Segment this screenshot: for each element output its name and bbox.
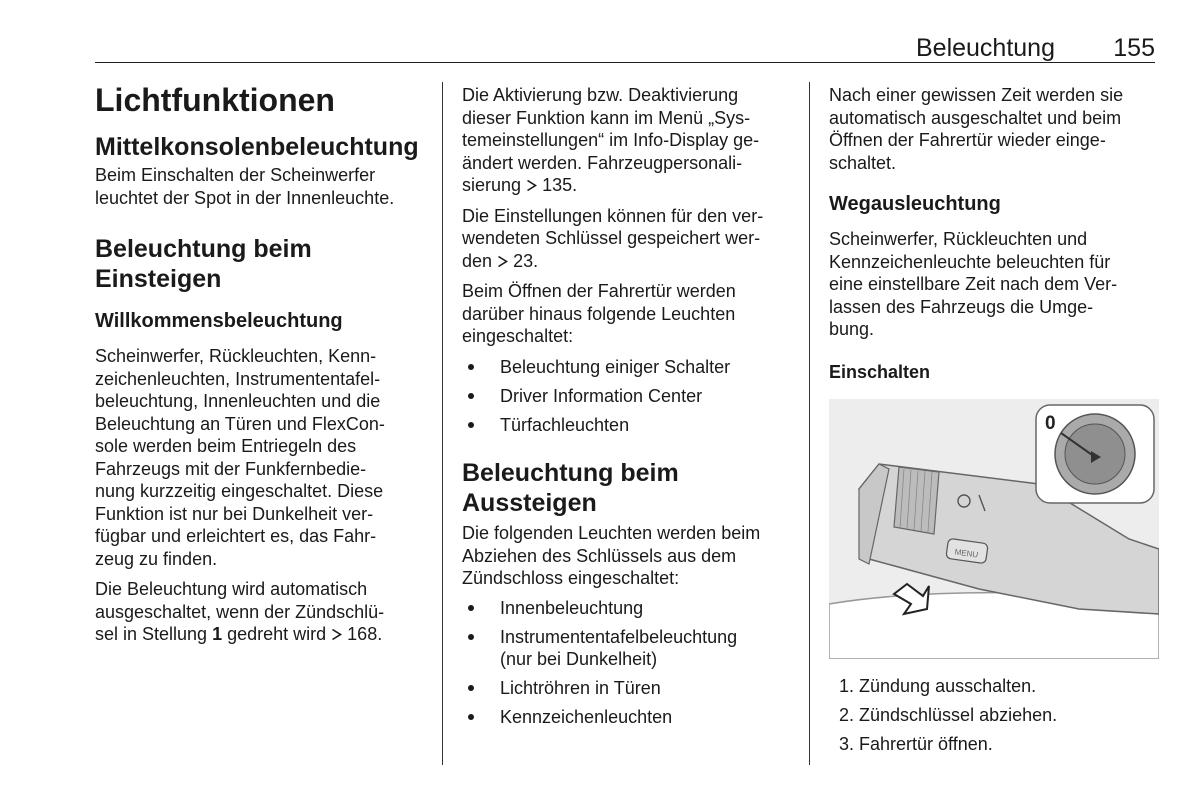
list-aussteigen-leuchten <box>462 597 792 729</box>
paragraph-wegausleuchtung: Scheinwerfer, Rückleuchten und Kennzeichenleuchte beleuchten für eine einstellbare Zeit nach dem Ver- lassen des Fahrzeugs die Umge- bung. <box>829 229 1118 339</box>
list-item: Kennzeichenleuchten <box>462 706 792 729</box>
light-stalk-drawing <box>829 399 1159 659</box>
list-einsteigen-leuchten <box>462 356 792 437</box>
paragraph-willkommen: Scheinwerfer, Rückleuchten, Kenn- zeichenleuchten, Instrumententafel- beleuchtung, Innenleuchten und die Beleuchtung an Türen und FlexCon- sole werden beim Entriegeln des Fahrzeugs mit der Funkfernbedie- nung kurzzeitig eingeschaltet. Diese Funktion ist nur bei Dunkelheit ver- fügbar und erleichtert es, das Fahr- zeug zu finden. <box>95 346 385 569</box>
column-2 <box>462 82 792 735</box>
column-divider-2 <box>809 82 810 765</box>
header-section-title: Beleuchtung <box>915 34 1055 62</box>
bullet-icon <box>468 605 474 611</box>
paragraph-oeffnen: Beim Öffnen der Fahrertür werden darüber hinaus folgende Leuchten eingeschaltet: <box>462 281 736 346</box>
column-1 <box>95 82 425 646</box>
page-title: Lichtfunktionen <box>95 82 335 118</box>
step-item: 3. Fahrertür öffnen. <box>839 733 993 754</box>
bullet-icon <box>468 634 474 640</box>
page-ref-168[interactable]: 168. <box>347 624 383 644</box>
steps-list <box>829 675 1159 756</box>
heading-wegausleuchtung: Wegausleuchtung <box>829 193 1001 215</box>
svg-text:0: 0 <box>1045 412 1056 434</box>
page-ref-arrow-icon <box>526 174 537 197</box>
bullet-icon <box>468 422 474 428</box>
light-stalk-illustration <box>829 399 1159 659</box>
svg-text:MENU: MENU <box>954 546 979 560</box>
column-divider-1 <box>442 82 443 765</box>
heading-einsteigen: Beleuchtung beim Einsteigen <box>95 235 312 293</box>
page-ref-arrow-icon <box>331 623 342 646</box>
list-item: Türfachleuchten <box>462 414 792 437</box>
list-item: Driver Information Center <box>462 385 792 408</box>
paragraph-mittelkonsole: Beim Einschalten der Scheinwerfer leuchtet der Spot in der Innenleuchte. <box>95 165 395 208</box>
heading-willkommensbeleuchtung: Willkommensbeleuchtung <box>95 310 343 332</box>
page-ref-arrow-icon <box>497 250 508 273</box>
paragraph-nach-zeit: Nach einer gewissen Zeit werden sie automatisch ausgeschaltet und beim Öffnen der Fahrertür wieder einge- schaltet. <box>829 85 1124 173</box>
page-ref-23[interactable]: 23. <box>513 250 539 271</box>
bullet-icon <box>468 714 474 720</box>
step-item: 1. Zündung ausschalten. <box>839 675 1037 696</box>
heading-mittelkonsole: Mittelkonsolenbeleuchtung <box>95 133 419 161</box>
paragraph-aussteigen: Die folgenden Leuchten werden beim Abziehen des Schlüssels aus dem Zündschloss eingeschaltet: <box>462 523 761 588</box>
step-item: 2. Zündschlüssel abziehen. <box>839 704 1058 725</box>
heading-einschalten: Einschalten <box>829 361 931 382</box>
list-item: Instrumententafelbeleuchtung (nur bei Dunkelheit) <box>462 626 792 671</box>
bullet-icon <box>468 393 474 399</box>
paragraph-auto-off: Die Beleuchtung wird automatisch ausgeschaltet, wenn der Zündschlü- sel in Stellung 1 gedreht wird 168. <box>95 579 385 644</box>
paragraph-aktivierung: Die Aktivierung bzw. Deaktivierung dieser Funktion kann im Menü „Sys- temeinstellungen“ im Info-Display ge- ändert werden. Fahrzeugpersonali- sierung 135. <box>462 85 760 195</box>
column-3 <box>829 82 1159 762</box>
list-item: Innenbeleuchtung <box>462 597 792 620</box>
bullet-icon <box>468 685 474 691</box>
page-ref-135[interactable]: 135. <box>542 175 578 195</box>
list-item: Beleuchtung einiger Schalter <box>462 356 792 379</box>
bullet-icon <box>468 364 474 370</box>
list-item: Lichtröhren in Türen <box>462 677 792 700</box>
heading-aussteigen: Beleuchtung beim Aussteigen <box>462 459 679 517</box>
paragraph-schluessel: Die Einstellungen können für den ver- wendeten Schlüssel gespeichert wer- den 23. <box>462 205 764 271</box>
page-number: 155 <box>1113 34 1155 62</box>
running-header <box>95 30 1155 63</box>
